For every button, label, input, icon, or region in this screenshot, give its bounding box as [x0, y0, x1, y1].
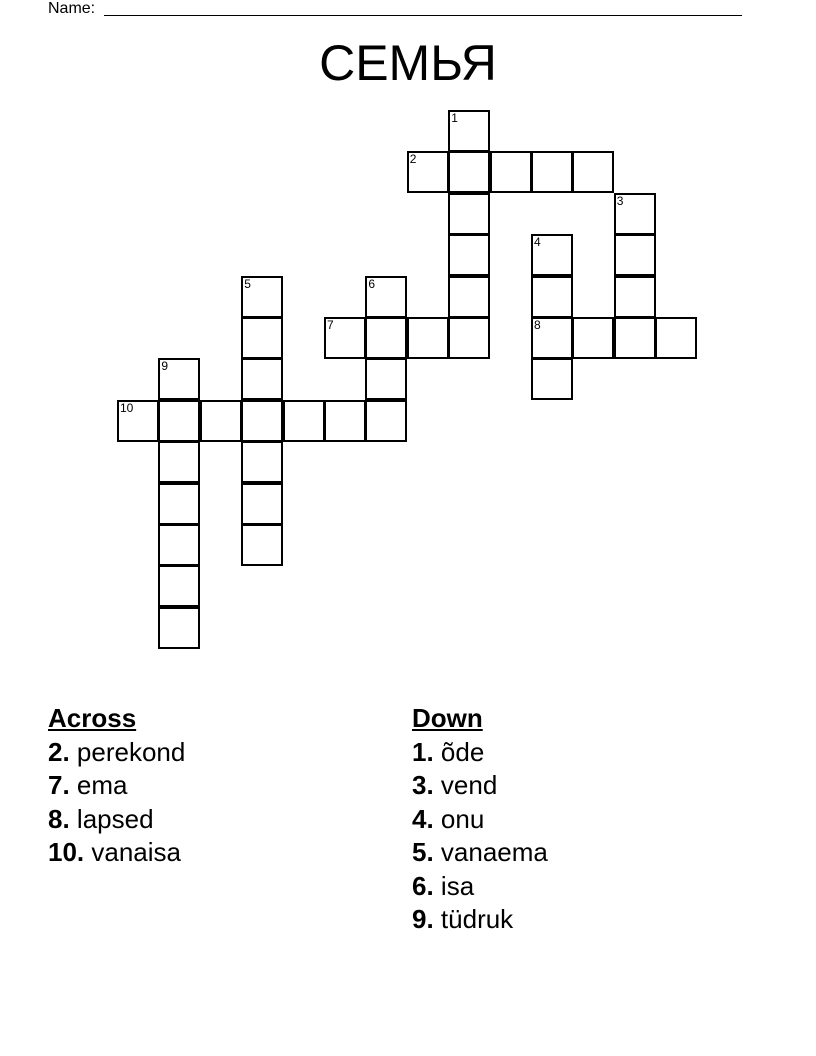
crossword-cell[interactable]: [158, 441, 200, 483]
cell-number: 6: [368, 276, 376, 291]
crossword-cell[interactable]: [531, 234, 573, 276]
clue-down-3: [412, 769, 548, 803]
clue-number: 4.: [412, 803, 434, 834]
cell-number: 7: [327, 318, 334, 332]
clue-number: 2.: [48, 736, 70, 767]
crossword-cell[interactable]: [158, 400, 200, 442]
crossword-cell[interactable]: [448, 276, 490, 318]
clue-down-4: [412, 803, 548, 837]
crossword-cell[interactable]: [614, 317, 656, 359]
cell-number: 3: [616, 193, 624, 208]
crossword-cell[interactable]: [200, 400, 242, 442]
cell-number: 10: [120, 400, 134, 415]
clue-text: õde: [440, 736, 485, 767]
clue-down-1: [412, 736, 548, 770]
crossword-cell[interactable]: [158, 524, 200, 566]
crossword-cell[interactable]: [448, 193, 490, 235]
crossword-cell[interactable]: [614, 193, 656, 235]
crossword-cell[interactable]: [324, 317, 366, 359]
crossword-cell[interactable]: [490, 151, 532, 193]
crossword-cell[interactable]: [407, 151, 449, 193]
clue-text: onu: [440, 803, 485, 834]
crossword-cell[interactable]: [407, 317, 449, 359]
cell-number: 5: [244, 276, 251, 291]
crossword-cell[interactable]: [324, 400, 366, 442]
crossword-cell[interactable]: [531, 151, 573, 193]
clue-down-5: [412, 836, 548, 870]
crossword-cell[interactable]: [158, 483, 200, 525]
cell-number: 9: [161, 359, 169, 374]
crossword-cell[interactable]: [614, 276, 656, 318]
crossword-cell[interactable]: [158, 565, 200, 607]
cell-number: 1: [451, 111, 458, 125]
crossword-cell[interactable]: [572, 151, 614, 193]
crossword-cell[interactable]: [241, 358, 283, 400]
crossword-cell[interactable]: [158, 607, 200, 649]
clue-across-7: [48, 769, 185, 803]
cell-number: 8: [534, 318, 541, 332]
clue-number: 8.: [48, 803, 70, 834]
page-title: СЕМЬЯ: [319, 35, 497, 91]
clue-number: 7.: [48, 770, 70, 800]
crossword-cell[interactable]: [365, 358, 407, 400]
clue-text: perekond: [76, 736, 186, 767]
clue-text: ema: [76, 770, 128, 800]
crossword-cell[interactable]: [655, 317, 697, 359]
clue-across-8: [48, 803, 185, 837]
clue-text: vanaisa: [91, 837, 182, 867]
crossword-cell[interactable]: [448, 151, 490, 193]
crossword-cell[interactable]: [531, 276, 573, 318]
clue-text: lapsed: [76, 803, 154, 834]
crossword-cell[interactable]: [241, 441, 283, 483]
name-label: Name:: [48, 0, 96, 17]
crossword-cell[interactable]: [531, 358, 573, 400]
clue-across-2: [48, 736, 185, 770]
crossword-cell[interactable]: [448, 234, 490, 276]
crossword-cell[interactable]: [241, 400, 283, 442]
across-heading: Across: [48, 703, 137, 733]
down-heading: Down: [412, 703, 483, 733]
crossword-cell[interactable]: [365, 400, 407, 442]
crossword-cell[interactable]: [241, 276, 283, 318]
crossword-cell[interactable]: [241, 483, 283, 525]
clue-number: 3.: [412, 770, 434, 800]
crossword-cell[interactable]: [614, 234, 656, 276]
cell-number: 4: [534, 235, 541, 250]
crossword-cell[interactable]: [448, 110, 490, 152]
clue-number: 1.: [412, 736, 434, 767]
cell-number: 2: [409, 152, 417, 167]
crossword-cell[interactable]: [365, 276, 407, 318]
clue-number: 10.: [48, 837, 85, 867]
clue-down-6: [412, 870, 548, 904]
down-clues: [412, 702, 548, 937]
clue-text: vend: [440, 770, 498, 800]
crossword-cell[interactable]: [283, 400, 325, 442]
crossword-cell[interactable]: [117, 400, 159, 442]
clue-number: 6.: [412, 870, 434, 901]
crossword-cell[interactable]: [158, 358, 200, 400]
crossword-cell[interactable]: [365, 317, 407, 359]
across-clues: [48, 702, 185, 870]
clue-down-9: [412, 903, 548, 937]
crossword-cell[interactable]: [241, 317, 283, 359]
crossword-cell[interactable]: [448, 317, 490, 359]
clue-text: vanaema: [440, 837, 548, 867]
clue-number: 9.: [412, 904, 434, 934]
clue-text: tüdruk: [440, 904, 514, 934]
crossword-cell[interactable]: [572, 317, 614, 359]
crossword-cell[interactable]: [241, 524, 283, 566]
crossword-cell[interactable]: [531, 317, 573, 359]
clue-text: isa: [440, 870, 475, 901]
clue-number: 5.: [412, 837, 434, 867]
clue-across-10: [48, 836, 185, 870]
